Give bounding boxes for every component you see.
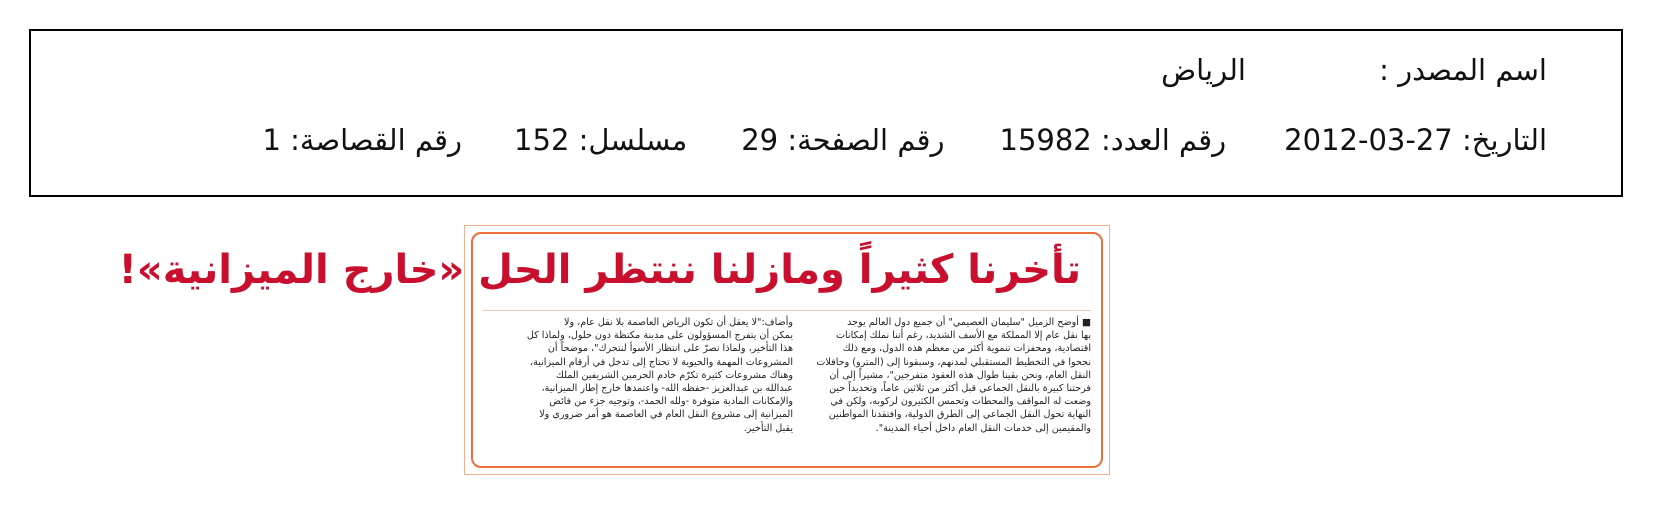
text-line: والمقيمين إلى خدمات النقل العام داخل أحياء المدينة". [875, 422, 1091, 434]
source-value: الرياض [1161, 53, 1246, 87]
article-column-left [483, 316, 793, 435]
metadata-box [29, 29, 1623, 197]
article-body [483, 316, 1091, 460]
text-line: يمكن أن يتفرج المسؤولون على مدينة مكتظة دون حلول، ولماذا كل [526, 330, 793, 342]
text-line: ■ أوضح الزميل "سليمان العصيمي" أن جميع دول العالم يوجد [847, 317, 1091, 328]
text-line: وهناك مشروعات كثيرة تكرّم خادم الحرمين الشريفين الملك [556, 369, 793, 381]
article-column-right [781, 316, 1091, 435]
clipping-frame [118, 232, 1103, 468]
date-field: التاريخ: 27-03-2012 [1284, 123, 1547, 157]
article-headline: تأخرنا كثيراً ومازلنا ننتظر الحل «خارج الميزانية»! [118, 247, 1081, 293]
issue-number-field: رقم العدد: 15982 [999, 123, 1227, 157]
text-line: عبدالله بن عبدالعزيز -حفظه الله- واعتمدها خارج إطار الميزانية، [541, 383, 793, 395]
text-line: يقبل التأخير. [743, 422, 793, 434]
clip-number-field: رقم القصاصة: 1 [262, 123, 463, 157]
text-line: والإمكانات المادية متوفرة -ولله الحمد-، وتوجيه جزء من فائض [549, 396, 793, 408]
serial-number-field: مسلسل: 152 [514, 123, 688, 157]
text-line: وضعت له المواقف والمحطات وتحمس الكثيرون لركوبه، ولكن في [830, 396, 1091, 408]
text-line: النقل العام، ونحن بقينا طوال هذه العقود متفرجين"، مشيراً إلى أن [829, 369, 1091, 381]
text-line: بها نقل عام إلا المملكة مع الأسف الشديد، رغم أننا نملك إمكانات [835, 330, 1091, 342]
metadata-details-row [262, 123, 1547, 157]
text-line: وأضاف:"لا يعقل أن تكون الرياض العاصمة بلا نقل عام، ولا [564, 317, 793, 328]
text-line: النهاية تحول النقل الجماعي إلى الطرق الدولية، وافتقدنا المواطنين [828, 409, 1091, 421]
text-line: فرحتنا كبيرة بالنقل الجماعي قبل أكثر من ثلاثين عاماً، وتحديداً حين [829, 383, 1091, 395]
text-line: الميزانية إلى مشروع النقل العام في العاصمة هو أمر ضروري ولا [539, 409, 793, 421]
newspaper-clipping [118, 225, 1110, 475]
text-line: نجحوا في التخطيط المستقبلي لمدنهم، وسبقونا إلى (المترو) وحافلات [816, 356, 1091, 368]
text-line: المشروعات المهمة والحيوية لا تحتاج إلى تدخل في أرقام الميزانية، [529, 356, 793, 368]
headline-area [118, 240, 1091, 311]
text-line: هذا التأخير، ولماذا نصرّ على انتظار الأسوأ لنتحرك"، موضحاً أن [547, 343, 793, 355]
source-label: اسم المصدر : [1379, 53, 1547, 87]
page-number-field: رقم الصفحة: 29 [741, 123, 945, 157]
text-line: اقتصادية، ومحفزات تنموية أكثر من معظم هذه الدول، ومع ذلك [842, 343, 1091, 355]
